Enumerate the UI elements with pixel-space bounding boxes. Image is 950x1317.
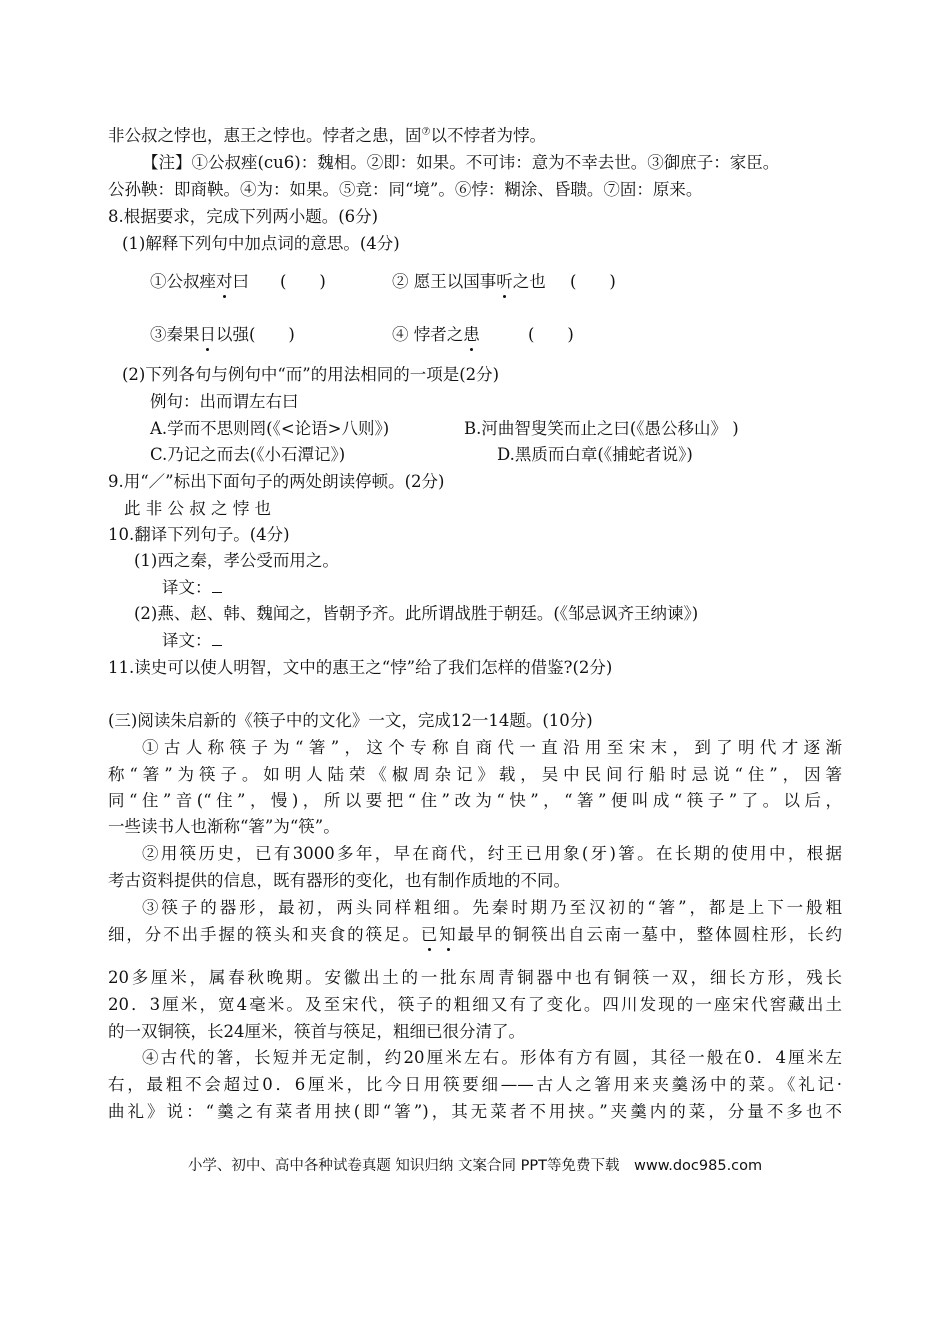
translation-label: 译文： (162, 631, 212, 650)
paragraph-1-line: ①古人称筷子为“箸”，这个专称自商代一直沿用至宋末，到了明代才逐渐 (142, 738, 842, 757)
paragraph-1-line: 一些读书人也渐称“箸”为“筷”。 (108, 817, 340, 836)
question-10-sentence-2: (2)燕、赵、韩、魏闻之，皆朝予齐。此所谓战胜于朝廷。(《邹忌讽齐王纳谏》) (134, 604, 699, 623)
q8-answer-blank-4: ( ) (528, 325, 574, 344)
paragraph-3-line: 细，分不出手握的筷头和夹食的筷足。已知最早的铜筷出自云南一墓中，整体圆柱形，长约 (108, 925, 843, 944)
q8-item-1: ①公叔痤对曰 (150, 272, 249, 291)
question-8-title: 8.根据要求，完成下列两小题。(6分) (108, 207, 379, 226)
emphasis-dot-char: 已 (420, 925, 440, 944)
passage-text: 非公叔之悖也，惠王之悖也。悖者之患，固 (108, 126, 422, 145)
q8-option-a: A.学而不思则罔(《<论语>八则》) (150, 419, 390, 438)
paragraph-4-line: 右，最粗不会超过0．6厘米，比今日用筷要细——古人之箸用来夹羹汤中的菜。《礼记· (108, 1075, 842, 1094)
translation-line-2 (162, 630, 222, 652)
question-9-title: 9.用“／”标出下面句子的两处朗读停顿。(2分) (108, 472, 445, 491)
translation-label: 译文： (162, 578, 212, 597)
paragraph-3-line: 20．3厘米，宽4毫米。及至宋代，筷子的粗细又有了变化。四川发现的一座宋代窖藏出土 (108, 995, 842, 1014)
question-9-sentence: 此 非 公 叔 之 悖 也 (124, 499, 271, 518)
note-marker: ⑦ (421, 126, 431, 138)
paragraph-2-line: ②用筷历史，已有3000多年，早在商代，纣王已用象(牙)箸。在长期的使用中，根据 (142, 844, 842, 863)
question-10-title: 10.翻译下列句子。(4分) (108, 525, 290, 544)
paragraph-2-line: 考古资料提供的信息，既有器形的变化，也有制作质地的不同。 (108, 871, 570, 890)
q8-answer-blank-2: ( ) (570, 272, 616, 291)
paragraph-1-line: 同“住”音(“住”，慢)，所以要把“住”改为“快”，“箸”便叫成“筷子”了。以后， (108, 791, 842, 810)
paragraph-4-line: 曲礼》说：“羹之有菜者用挟(即“箸”)，其无菜者不用挟。”夹羹内的菜，分量不多也不 (108, 1102, 842, 1121)
q8-item-2: ② 愿王以国事听之也 (392, 272, 546, 291)
q8-item-4: ④ 悖者之患 (392, 325, 480, 344)
paragraph-3-line: 20多厘米，属春秋晚期。安徽出土的一批东周青铜器中也有铜筷一双，细长方形，残长 (108, 968, 842, 987)
answer-blank[interactable] (212, 631, 222, 646)
emphasis-dot-char: 对 (216, 272, 233, 291)
q8-item-3: ③秦果日以强( ) (150, 325, 295, 344)
emphasis-dot-char: 日 (199, 325, 216, 344)
q8-option-c: C.乃记之而去(《小石潭记》) (150, 445, 346, 464)
passage-text: 以不悖者为悖。 (430, 126, 546, 145)
translation-line-1 (162, 577, 222, 599)
q8-example: 例句：出而谓左右曰 (150, 392, 299, 411)
passage-end-line (108, 125, 546, 147)
emphasis-dot-char: 听 (496, 272, 513, 291)
q8-option-b: B.河曲智叟笑而止之曰(《愚公移山》 ) (464, 419, 739, 438)
paragraph-4-line: ④古代的箸，长短并无定制，约20厘米左右。形体有方有圆，其径一般在0．4厘米左 (142, 1048, 842, 1067)
question-11-title: 11.读史可以使人明智，文中的惠王之“悖”给了我们怎样的借鉴?(2分) (108, 658, 613, 677)
emphasis-dot-char: 知 (439, 925, 458, 944)
q8-option-d: D.黑质而白章(《捕蛇者说》) (497, 445, 693, 464)
paragraph-1-line: 称“箸”为筷子。如明人陆荣《椒周杂记》载，吴中民间行船时忌说“住”，因箸 (108, 765, 842, 784)
paragraph-3-line: 的一双铜筷，长24厘米，筷首与筷足，粗细已很分清了。 (108, 1022, 525, 1041)
question-8-sub2: (2)下列各句与例句中“而”的用法相同的一项是(2分) (122, 365, 500, 384)
question-8-sub1: (1)解释下列句中加点词的意思。(4分) (122, 234, 400, 253)
notes-line-2: 公孙鞅：即商鞅。④为：如果。⑤竞：同“境”。⑥悖：糊涂、昏聩。⑦固：原来。 (108, 180, 703, 199)
q8-answer-blank-1: ( ) (280, 272, 326, 291)
question-10-sentence-1: (1)西之秦，孝公受而用之。 (134, 551, 339, 570)
paragraph-3-line: ③筷子的器形，最初，两头同样粗细。先秦时期乃至汉初的“箸”，都是上下一般粗 (142, 898, 842, 917)
answer-blank[interactable] (212, 578, 222, 593)
emphasis-dot-char: 患 (463, 325, 480, 344)
section-3-title: (三)阅读朱启新的《筷子中的文化》一文，完成12一14题。(10分) (108, 711, 593, 730)
notes-line-1: 【注】①公叔痤(cu6)：魏相。②即：如果。不可讳：意为不幸去世。③御庶子：家臣。 (142, 153, 780, 172)
page-footer: 小学、初中、高中各种试卷真题 知识归纳 文案合同 PPT等免费下载 www.doc985.com (187, 1158, 763, 1174)
